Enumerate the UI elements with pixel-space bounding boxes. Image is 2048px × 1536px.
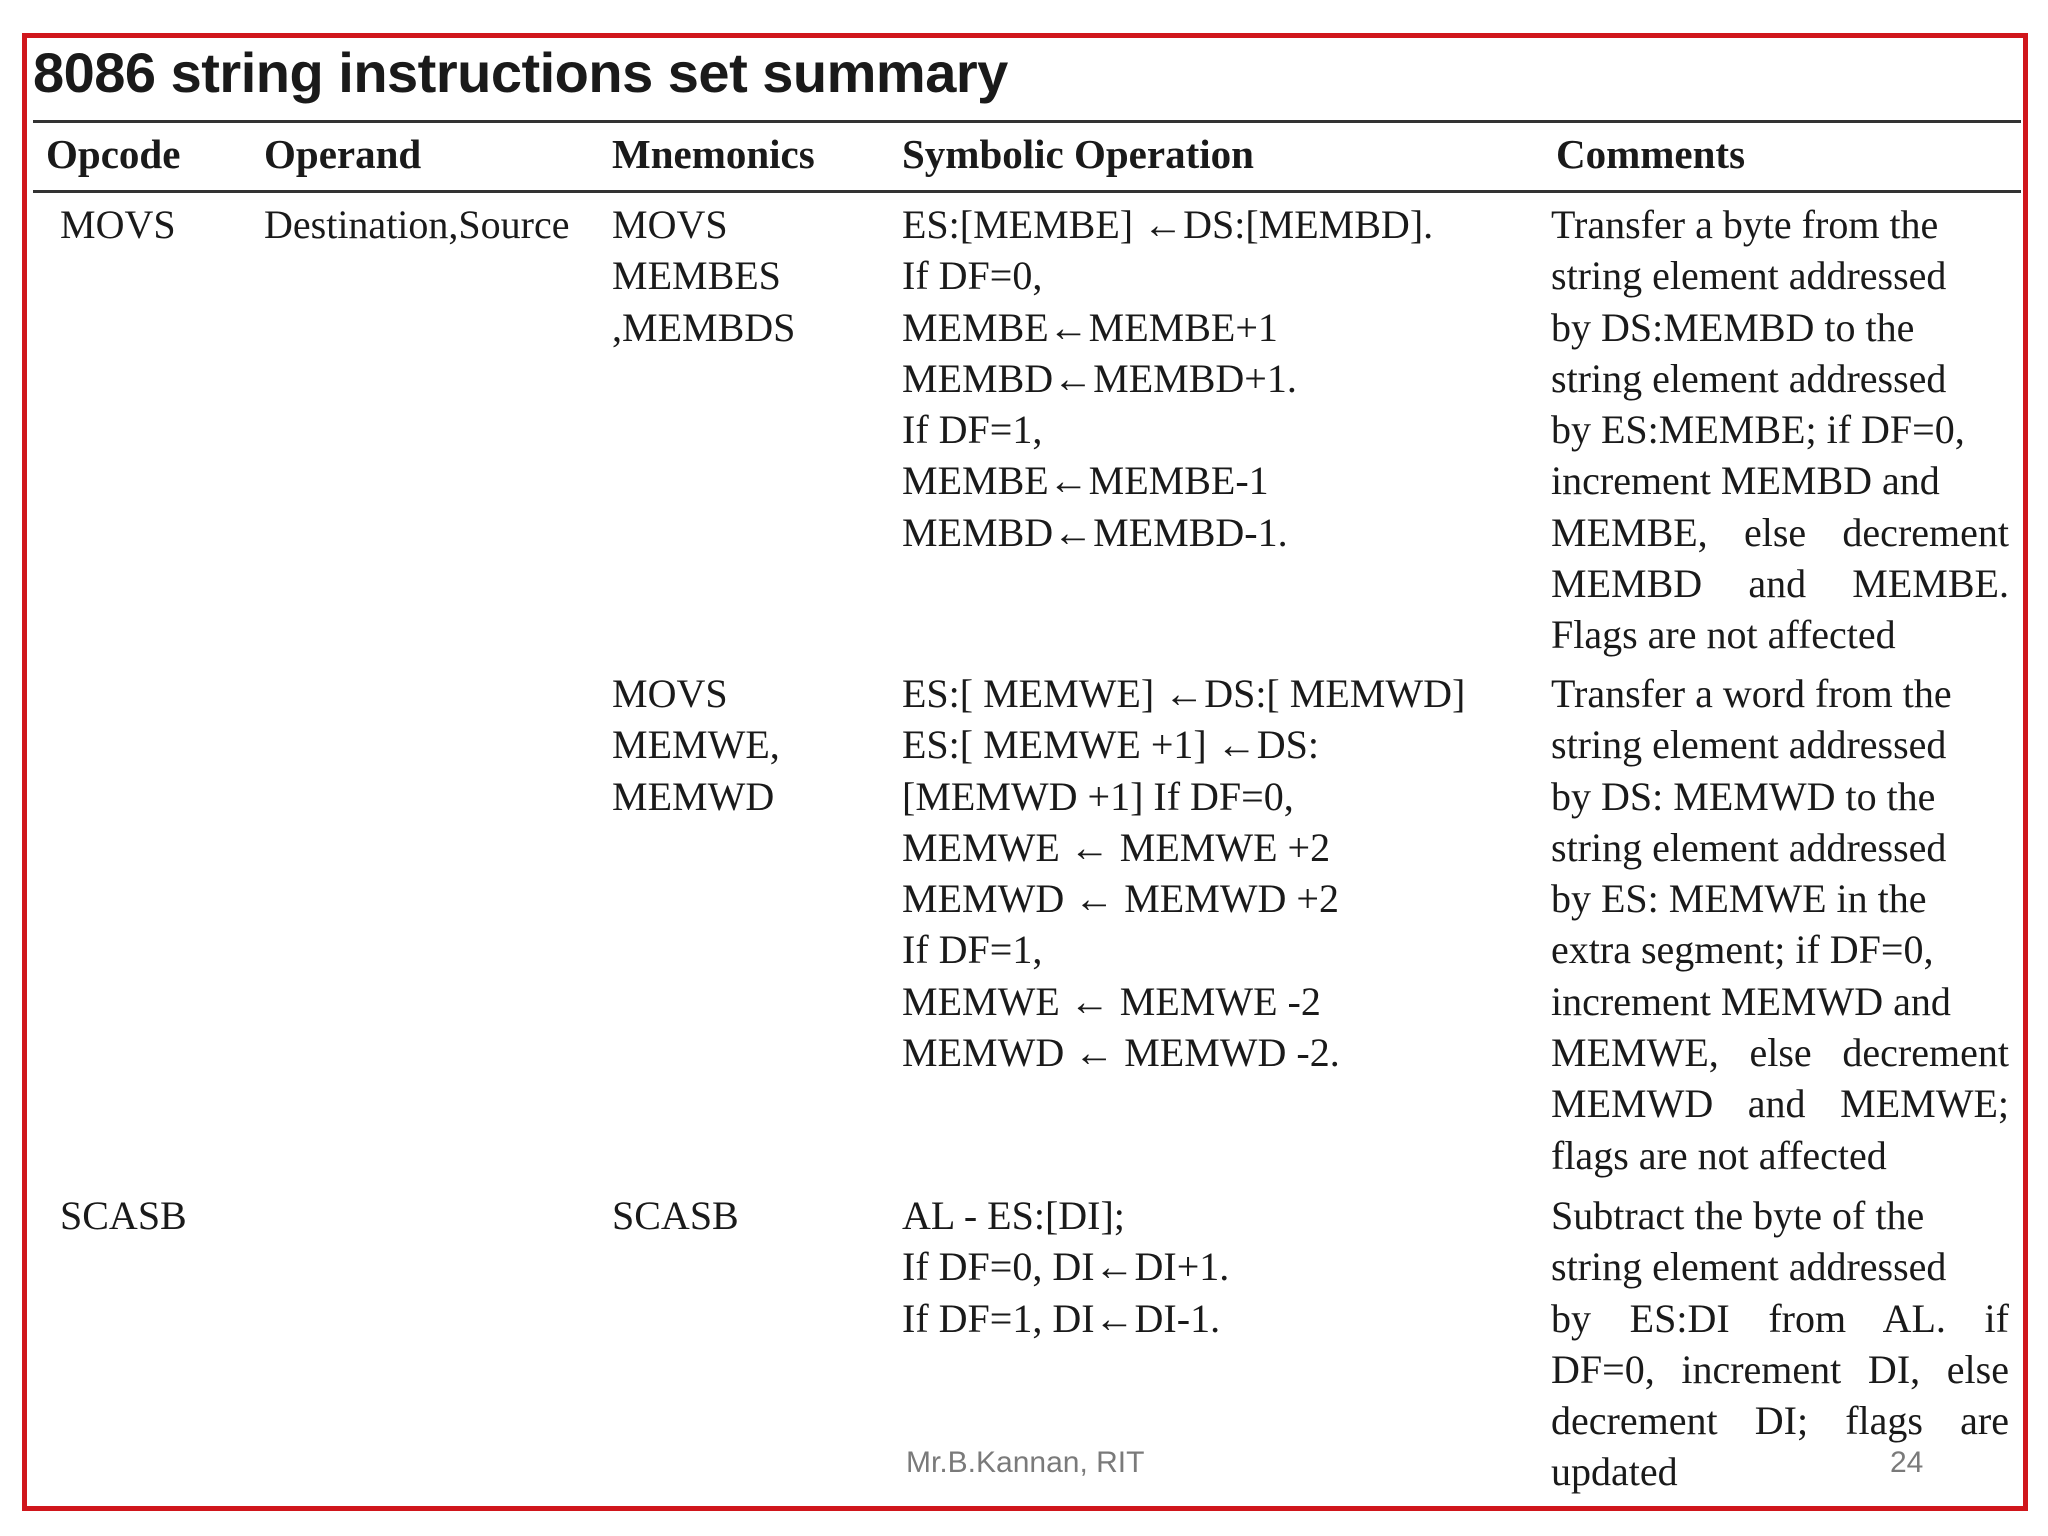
symbolic-line: If DF=0, DI←DI+1. bbox=[902, 1244, 1230, 1290]
comment-line: string element addressed bbox=[1551, 355, 1947, 401]
page-number: 24 bbox=[1890, 1446, 1924, 1479]
header-comments: Comments bbox=[1556, 131, 1746, 177]
comment-line: MEMWD and MEMWE; bbox=[1551, 1081, 2009, 1127]
row1-opcode: MOVS bbox=[60, 202, 176, 247]
comment-line: by ES:MEMBE; if DF=0, bbox=[1551, 407, 1965, 453]
row1-symbolic-operation bbox=[902, 199, 1433, 558]
slide-title: 8086 string instructions set summary bbox=[33, 41, 1008, 104]
header-symbolic-operation: Symbolic Operation bbox=[902, 131, 1254, 177]
symbolic-line: MEMBE←MEMBE-1 bbox=[902, 458, 1269, 504]
mnemonic-line: SCASB bbox=[612, 1193, 739, 1238]
mnemonic-line: MOVS bbox=[612, 202, 728, 247]
comment-line: increment MEMBD and bbox=[1551, 458, 1940, 504]
comment-line: string element addressed bbox=[1551, 722, 1947, 768]
header-opcode: Opcode bbox=[46, 131, 181, 177]
comment-line: extra segment; if DF=0, bbox=[1551, 927, 1934, 973]
comment-line: MEMBD and MEMBE. bbox=[1551, 561, 2009, 607]
mnemonic-line: MEMWE, bbox=[612, 722, 780, 768]
row1-mnemonics bbox=[612, 199, 795, 353]
mnemonic-line: MEMBES bbox=[612, 253, 781, 299]
header-mnemonics: Mnemonics bbox=[612, 131, 815, 177]
symbolic-line: MEMWD ← MEMWD +2 bbox=[902, 876, 1339, 922]
row3-opcode: SCASB bbox=[60, 1193, 187, 1238]
row3-symbolic-operation bbox=[902, 1190, 1229, 1344]
symbolic-line: AL - ES:[DI]; bbox=[902, 1193, 1125, 1238]
table-top-rule bbox=[33, 120, 2021, 123]
row3-mnemonics bbox=[612, 1190, 739, 1241]
symbolic-line: ES:[ MEMWE +1] ←DS: bbox=[902, 722, 1319, 768]
comment-line: MEMWE, else decrement bbox=[1551, 1030, 2009, 1076]
comment-line: Flags are not affected bbox=[1551, 612, 1896, 658]
comment-line: Transfer a word from the bbox=[1551, 671, 1952, 716]
mnemonic-line: MOVS bbox=[612, 671, 728, 716]
comment-line: MEMBE, else decrement bbox=[1551, 509, 2009, 555]
symbolic-line: If DF=1, bbox=[902, 407, 1043, 453]
footer-author: Mr.B.Kannan, RIT bbox=[906, 1446, 1145, 1479]
comment-line: Subtract the byte of the bbox=[1551, 1193, 1925, 1238]
symbolic-line: MEMBE←MEMBE+1 bbox=[902, 304, 1278, 350]
comment-line: DF=0, increment DI, else bbox=[1551, 1346, 2009, 1392]
comment-line: string element addressed bbox=[1551, 824, 1947, 870]
mnemonic-line: ,MEMBDS bbox=[612, 304, 796, 350]
comment-line: flags are not affected bbox=[1551, 1132, 1887, 1178]
symbolic-line: MEMWE ← MEMWE +2 bbox=[902, 824, 1331, 870]
row2-symbolic-operation bbox=[902, 668, 1465, 1078]
mnemonic-line: MEMWD bbox=[612, 773, 775, 819]
symbolic-line: ES:[MEMBE] ←DS:[MEMBD]. bbox=[902, 202, 1434, 247]
symbolic-line: If DF=1, DI←DI-1. bbox=[902, 1295, 1221, 1341]
row2-mnemonics bbox=[612, 668, 780, 822]
comment-line: updated bbox=[1551, 1449, 1678, 1495]
comment-line: increment MEMWD and bbox=[1551, 978, 1951, 1024]
comment-line: string element addressed bbox=[1551, 1244, 1947, 1290]
row1-operand: Destination,Source bbox=[264, 202, 570, 247]
row2-comments bbox=[1551, 668, 2009, 1181]
symbolic-line: ES:[ MEMWE] ←DS:[ MEMWD] bbox=[902, 671, 1466, 716]
row3-comments bbox=[1551, 1190, 2009, 1498]
comment-line: by DS: MEMWD to the bbox=[1551, 773, 1936, 819]
symbolic-line: MEMBD←MEMBD+1. bbox=[902, 355, 1297, 401]
comment-line: by ES: MEMWE in the bbox=[1551, 876, 1927, 922]
symbolic-line: If DF=1, bbox=[902, 927, 1043, 973]
comment-line: string element addressed bbox=[1551, 253, 1947, 299]
symbolic-line: MEMBD←MEMBD-1. bbox=[902, 509, 1288, 555]
symbolic-line: [MEMWD +1] If DF=0, bbox=[902, 773, 1294, 819]
symbolic-line: If DF=0, bbox=[902, 253, 1043, 299]
comment-line: Transfer a byte from the bbox=[1551, 202, 1939, 247]
row1-comments bbox=[1551, 199, 2009, 661]
comment-line: by DS:MEMBD to the bbox=[1551, 304, 1915, 350]
comment-line: decrement DI; flags are bbox=[1551, 1398, 2009, 1444]
table-header-rule bbox=[33, 190, 2021, 193]
header-operand: Operand bbox=[264, 131, 422, 177]
symbolic-line: MEMWE ← MEMWE -2 bbox=[902, 978, 1321, 1024]
symbolic-line: MEMWD ← MEMWD -2. bbox=[902, 1030, 1340, 1076]
comment-line: by ES:DI from AL. if bbox=[1551, 1295, 2009, 1341]
